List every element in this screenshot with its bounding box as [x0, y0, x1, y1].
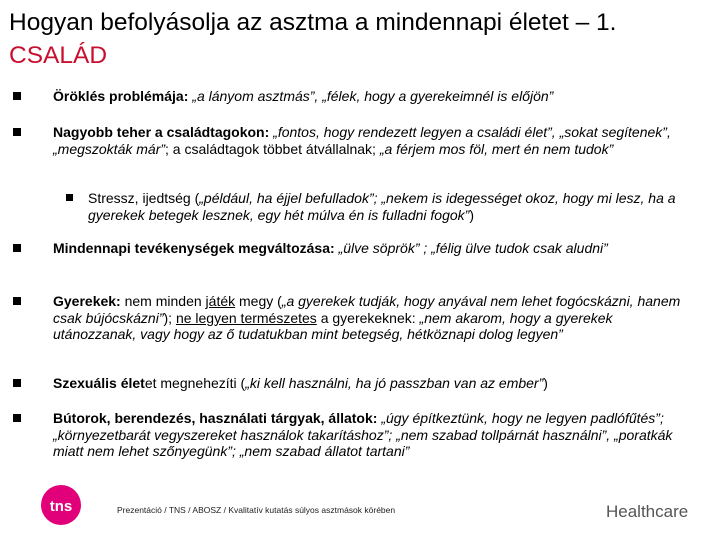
bullet-quote: „nem akarom, hogy a gyerekek utánozzanak, vagy hogy az ő tudatukban mint betegség, hétköznapi dolog legyen”: [53, 309, 613, 342]
bullet-furniture: [53, 410, 693, 460]
title-line-2: CSALÁD: [9, 42, 108, 69]
bullet-text: megy (: [235, 293, 282, 309]
bullet-quote: „a lányom asztmás”, „félek, hogy a gyerekeimnél is előjön”: [188, 88, 554, 104]
bullet-daily-activities: [53, 240, 693, 257]
bullet-heading: Szexuális élet: [53, 375, 145, 391]
bullet-text: a gyerekeknek:: [316, 309, 420, 326]
sub-bullet-stress: [88, 190, 703, 223]
bullet-heredity: [53, 88, 693, 105]
bullet-text: ; a családtagok többet átvállalnak;: [165, 140, 380, 157]
bullet-marker-icon: [13, 297, 21, 305]
bullet-quote: „fontos, hogy rendezett legyen a családi élet”, „sokat segítenek”, „megszokták már”: [53, 124, 671, 157]
bullet-text: et megnehezíti (: [144, 375, 246, 391]
bullet-underlined-text: játék: [205, 293, 236, 309]
logo-text: tns: [49, 498, 73, 515]
slide-title: [9, 6, 714, 72]
bullet-text: Stressz, ijedtség (: [88, 190, 200, 206]
bullet-marker-icon: [13, 414, 21, 422]
bullet-marker-icon: [13, 128, 21, 136]
bullet-heading: Öröklés problémája:: [53, 88, 189, 104]
bullet-text: ): [543, 375, 548, 391]
bullet-text: );: [163, 309, 176, 326]
bullet-quote: „a gyerekek tudják, hogy anyával nem lehet fogócskázni, hanem csak bújócskázni”: [53, 293, 681, 326]
bullet-quote: „ki kell használni, ha jó passzban van az ember”: [245, 375, 544, 391]
bullet-underlined-text: ne legyen természetes: [175, 309, 317, 326]
bullet-heading: Gyerekek:: [53, 293, 121, 309]
bullet-marker-icon: [13, 244, 21, 252]
bullet-heading: Bútorok, berendezés, használati tárgyak, állatok:: [53, 410, 378, 426]
bullet-text: nem minden: [120, 293, 206, 309]
bullet-children: [53, 293, 693, 343]
bullet-quote: „a férjem mos föl, mert én nem tudok”: [379, 140, 614, 157]
bullet-heading: Nagyobb teher a családtagokon:: [53, 124, 270, 140]
bullet-marker-icon: [13, 92, 21, 100]
bullet-quote: „például, ha éjjel befulladok”; „nekem is idegességet okoz, hogy mi lesz, ha a gyerekek betegek lesznek, egy hét múlva én is fulladni fogok”: [88, 190, 676, 223]
bullet-family-burden: [53, 124, 693, 157]
sub-bullet-marker-icon: [66, 194, 73, 201]
title-line-1: Hogyan befolyásolja az asztma a mindennapi életet – 1.: [9, 9, 617, 36]
bullet-heading: Mindennapi tevékenységek megváltozása:: [53, 240, 335, 256]
bullet-quote: „ülve söprök” ; „félig ülve tudok csak aludni”: [334, 240, 608, 256]
bullet-marker-icon: [13, 379, 21, 387]
tns-logo: [40, 484, 82, 526]
bullet-text: ): [469, 206, 475, 223]
footer-text: Prezentáció / TNS / ABOSZ / Kvalitatív kutatás súlyos asztmások körében: [117, 505, 396, 515]
bullet-quote: „úgy építkeztünk, hogy ne legyen padlófűtés”; „környezetbarát vegyszereket használok takarításhoz”; „nem szabad tollpárnát használni”, „poratkák miatt nem lehet szőnyegünk”; „nem szabad állatot tartani”: [53, 410, 673, 459]
bullet-sexual-life: [53, 375, 693, 392]
healthcare-brand: Healthcare: [606, 502, 689, 521]
